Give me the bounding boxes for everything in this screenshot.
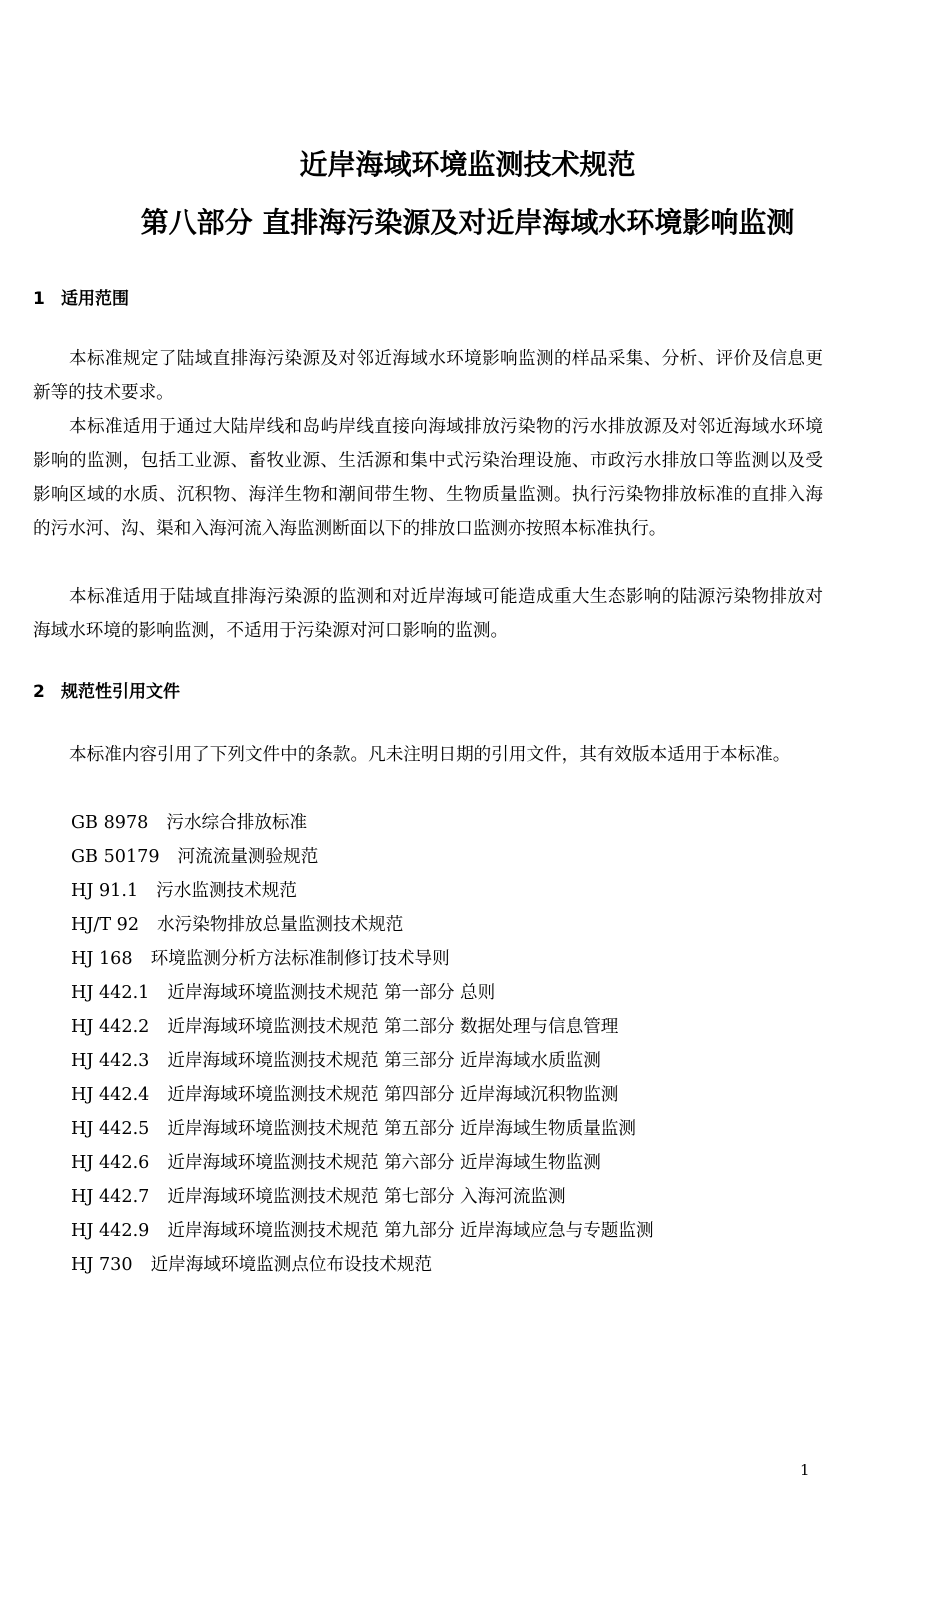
reference-item: [71, 1078, 654, 1112]
section-2-heading: [33, 680, 180, 704]
reference-title: 污水综合排放标准: [166, 813, 308, 833]
reference-code: HJ 442.5: [71, 1119, 150, 1139]
reference-item: [71, 1248, 654, 1282]
section-2-title: 规范性引用文件: [61, 682, 180, 702]
reference-code: HJ/T 92: [71, 915, 140, 935]
section-1-number: 1: [33, 289, 45, 309]
reference-code: HJ 730: [71, 1255, 133, 1275]
reference-code: HJ 442.3: [71, 1051, 150, 1071]
reference-item: [71, 1112, 654, 1146]
section-1-paragraph-1: 本标准规定了陆域直排海污染源及对邻近海域水环境影响监测的样品采集、分析、评价及信息更新等的技术要求。: [33, 349, 823, 403]
reference-item: [71, 874, 654, 908]
reference-title: 近岸海域环境监测技术规范 第九部分 近岸海域应急与专题监测: [167, 1221, 654, 1241]
section-1-heading: [33, 287, 129, 311]
reference-item: [71, 976, 654, 1010]
reference-code: HJ 442.1: [71, 983, 150, 1003]
reference-title: 污水监测技术规范: [156, 881, 297, 901]
reference-item: [71, 1010, 654, 1044]
reference-code: HJ 91.1: [71, 881, 139, 901]
reference-item: [71, 840, 654, 874]
reference-title: 环境监测分析方法标准制修订技术导则: [150, 949, 450, 969]
reference-item: [71, 1180, 654, 1214]
section-1-title: 适用范围: [61, 289, 129, 309]
reference-code: HJ 442.6: [71, 1153, 150, 1173]
page-number: 1: [800, 1461, 810, 1479]
reference-code: GB 8978: [71, 813, 149, 833]
reference-title: 河流流量测验规范: [177, 847, 319, 867]
section-1-paragraph-2: 本标准适用于通过大陆岸线和岛屿岸线直接向海域排放污染物的污水排放源及对邻近海域水环境影响的监测，包括工业源、畜牧业源、生活源和集中式污染治理设施、市政污水排放口等监测以及受影响区域的水质、沉积物、海洋生物和潮间带生物、生物质量监测。执行污染物排放标准的直排入海的污水河、沟、渠和入海河流入海监测断面以下的排放口监测亦按照本标准执行。: [33, 417, 823, 539]
reference-item: [71, 942, 654, 976]
section-2-intro: 本标准内容引用了下列文件中的条款。凡未注明日期的引用文件，其有效版本适用于本标准。: [69, 745, 791, 765]
section-2-number: 2: [33, 682, 45, 702]
document-subtitle: 第八部分 直排海污染源及对近岸海域水环境影响监测: [140, 206, 795, 239]
reference-item: [71, 1214, 654, 1248]
reference-item: [71, 1044, 654, 1078]
reference-title: 近岸海域环境监测技术规范 第四部分 近岸海域沉积物监测: [167, 1085, 619, 1105]
section-1-paragraph-3: 本标准适用于陆域直排海污染源的监测和对近岸海域可能造成重大生态影响的陆源污染物排放对海域水环境的影响监测，不适用于污染源对河口影响的监测。: [33, 587, 823, 641]
document-title: 近岸海域环境监测技术规范: [299, 148, 636, 181]
reference-title: 近岸海域环境监测技术规范 第三部分 近岸海域水质监测: [167, 1051, 601, 1071]
reference-code: GB 50179: [71, 847, 160, 867]
reference-list: [71, 806, 654, 1282]
reference-title: 近岸海域环境监测技术规范 第二部分 数据处理与信息管理: [167, 1017, 619, 1037]
reference-code: HJ 442.2: [71, 1017, 150, 1037]
reference-code: HJ 168: [71, 949, 133, 969]
reference-item: [71, 1146, 654, 1180]
reference-code: HJ 442.4: [71, 1085, 150, 1105]
reference-title: 近岸海域环境监测点位布设技术规范: [150, 1255, 433, 1275]
reference-title: 近岸海域环境监测技术规范 第六部分 近岸海域生物监测: [167, 1153, 601, 1173]
reference-item: [71, 908, 654, 942]
reference-title: 近岸海域环境监测技术规范 第七部分 入海河流监测: [167, 1187, 566, 1207]
reference-title: 近岸海域环境监测技术规范 第五部分 近岸海域生物质量监测: [167, 1119, 636, 1139]
reference-code: HJ 442.9: [71, 1221, 150, 1241]
reference-title: 近岸海域环境监测技术规范 第一部分 总则: [167, 983, 496, 1003]
reference-title: 水污染物排放总量监测技术规范: [157, 915, 404, 935]
reference-code: HJ 442.7: [71, 1187, 150, 1207]
reference-item: [71, 806, 654, 840]
